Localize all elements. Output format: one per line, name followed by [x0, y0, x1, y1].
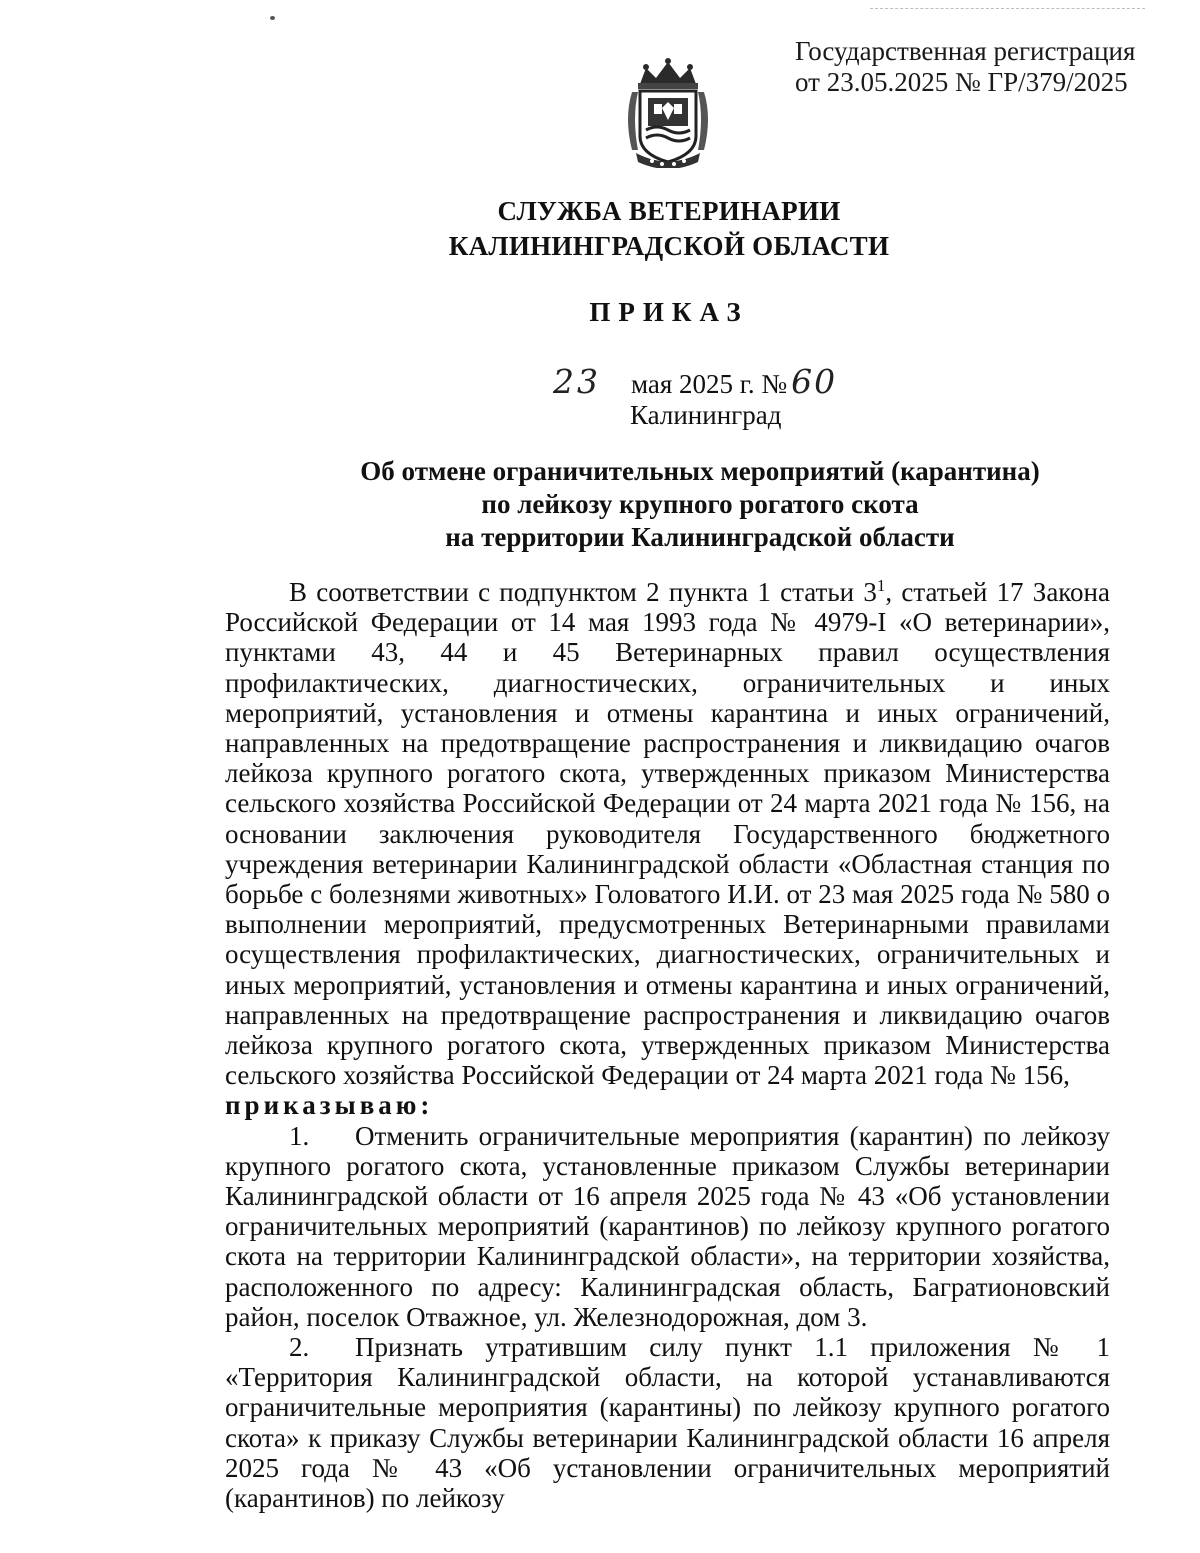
preamble-text-b: , статьей 17 Закона Российской Федерации от 14 мая 1993 года № 4979-I «О ветеринарии», пунктами 43, 44 и 45 Ветеринарных правил осуществления профилактических, диагностических, ограничительных и иных мероприятий, установления и отмены карантина и иных ограничений, направленных на предотвращение распространения и ликвидацию очагов лейкоза крупного рогатого скота, утвержденных приказом Министерства сельского хозяйства Российской Федерации от 24 марта 2021 года № 156, на основании заключения руководителя Государственного бюджетного учреждения ветеринарии Калининградской области «Областная станция по борьбе с болезнями животных» Головатого И.И. от 23 мая 2025 года № 580 о выполнении мероприятий, предусмотренных Ветеринарными правилами осуществления профилактических, диагностических, ограничительных и иных мероприятий, установления и отмены карантина и иных ограничений, направленных на предотвращение распространения и ликвидацию очагов лейкоза крупного рогатого скота, утвержденных приказом Министерства сельского хозяйства Российской Федерации от 24 марта 2021 года № 156,	[225, 577, 1110, 1091]
issuing-authority	[0, 194, 1200, 264]
registration-line-1: Государственная регистрация	[795, 36, 1136, 66]
date-text: мая 2025 г. №	[631, 369, 788, 399]
order-item-1	[225, 1121, 1110, 1332]
order-title	[330, 455, 1070, 554]
decree-word: приказываю:	[225, 1090, 434, 1121]
order-item-2	[225, 1332, 1110, 1513]
item-text: Признать утратившим силу пункт 1.1 приложения № 1 «Территория Калининградской области, на которой устанавливаются ограничительные мероприятия (карантины) по лейкозу крупного рогатого скота» к приказу Службы ветеринарии Калининградской области 16 апреля 2025 года № 43 «Об установлении ограничительных мероприятий (карантинов) по лейкозу	[225, 1332, 1110, 1514]
preamble-superscript: 1	[876, 576, 886, 595]
handwritten-order-number: 60	[791, 362, 838, 401]
item-number: 2.	[289, 1332, 310, 1363]
title-line-2: по лейкозу крупного рогатого скота	[481, 489, 919, 519]
decree-line	[225, 1090, 1110, 1120]
item-number: 1.	[289, 1120, 310, 1151]
scan-speck	[270, 16, 275, 20]
order-date-line	[553, 362, 838, 401]
preamble-text-a: В соответствии с подпунктом 2 пункта 1 статьи 3	[289, 577, 877, 607]
handwritten-day: 23	[553, 362, 601, 401]
item-text: Отменить ограничительные мероприятия (карантин) по лейкозу крупного рогатого скота, установленные приказом Службы ветеринарии Калининградской области от 16 апреля 2025 года № 43 «Об установлении ограничительных мероприятий (карантинов) по лейкозу крупного рогатого скота на территории Калининградской области», на территории хозяйства, расположенного по адресу: Калининградская область, Багратионовский район, поселок Отважное, ул. Железнодорожная, дом 3.	[225, 1120, 1110, 1332]
title-line-3: на территории Калининградской области	[445, 522, 955, 552]
authority-line-1: СЛУЖБА ВЕТЕРИНАРИИ	[497, 196, 841, 226]
registration-stamp	[795, 36, 1135, 98]
authority-line-2: КАЛИНИНГРАДСКОЙ ОБЛАСТИ	[448, 231, 890, 261]
coat-of-arms-icon	[618, 58, 718, 168]
registration-line-2: от 23.05.2025 № ГР/379/2025	[795, 67, 1128, 97]
document-type: ПРИКАЗ	[589, 297, 749, 327]
scan-artifact-line	[870, 8, 1145, 9]
preamble-paragraph	[225, 577, 1110, 1090]
title-line-1: Об отмене ограничительных мероприятий (карантина)	[360, 456, 1040, 486]
order-body	[225, 577, 1110, 1513]
city: Калининград	[630, 400, 782, 430]
